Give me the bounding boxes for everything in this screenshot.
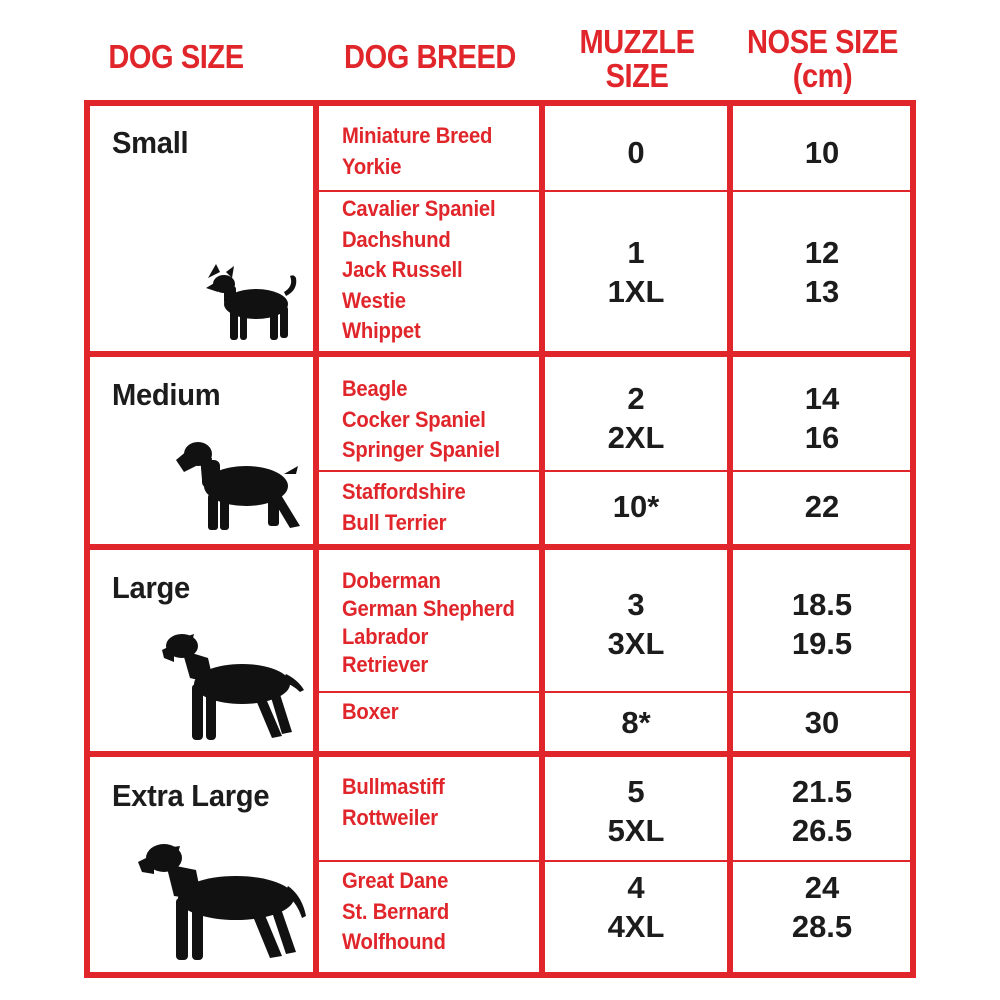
extra-large-dog-icon — [136, 836, 308, 964]
muzzle-size-value: 2 — [627, 381, 645, 416]
muzzle-size-cell — [545, 487, 727, 526]
header-dog-size: DOG SIZE — [108, 38, 244, 75]
breed-list — [342, 194, 509, 347]
muzzle-size-value: 3 — [627, 587, 645, 622]
muzzle-size-cell — [545, 133, 727, 172]
muzzle-size-value: 4 — [627, 870, 645, 905]
breed-name: St. Bernard — [342, 898, 450, 924]
header-dog-breed: DOG BREED — [344, 38, 516, 75]
nose-size-cell — [733, 868, 911, 946]
grid-border — [313, 100, 319, 978]
size-label-small: Small — [112, 125, 189, 160]
breed-name: Yorkie — [342, 153, 402, 179]
nose-size-value: 24 — [804, 870, 840, 905]
breed-list — [342, 866, 458, 958]
breed-name: Cavalier Spaniel — [342, 196, 496, 221]
nose-size-value: 16 — [804, 420, 840, 455]
nose-size-value: 19.5 — [791, 626, 853, 661]
header-muzzle-line1: MUZZLE — [579, 23, 695, 60]
breed-name: Springer Spaniel — [342, 437, 500, 462]
breed-name: Westie — [342, 287, 406, 313]
breed-name: Jack Russell — [342, 257, 463, 282]
row-divider — [319, 860, 910, 862]
breed-name: Boxer — [342, 699, 399, 724]
size-label-large: Large — [112, 570, 190, 605]
row-divider — [319, 470, 910, 472]
nose-size-cell — [733, 772, 911, 850]
muzzle-size-cell — [545, 379, 727, 457]
breed-name: Miniature Breed — [342, 123, 493, 148]
header-muzzle-line2: SIZE — [605, 57, 669, 94]
breed-name: Wolfhound — [342, 929, 446, 954]
nose-size-value: 28.5 — [791, 909, 853, 944]
breed-name: Dachshund — [342, 226, 451, 252]
breed-name: Labrador — [342, 624, 429, 649]
breed-name: Bullmastiff — [342, 774, 445, 799]
header-muzzle-size — [562, 25, 712, 93]
grid-border — [84, 751, 916, 757]
muzzle-size-value: 2XL — [607, 420, 665, 455]
nose-size-cell — [733, 233, 911, 311]
breed-name: Great Dane — [342, 868, 449, 893]
breed-name: Whippet — [342, 318, 421, 343]
breed-list — [342, 772, 453, 833]
muzzle-size-value: 0 — [627, 135, 645, 170]
muzzle-size-value: 5 — [627, 774, 645, 809]
large-dog-icon — [160, 628, 306, 744]
small-dog-icon — [200, 262, 304, 348]
breed-name: German Shepherd — [342, 596, 515, 621]
muzzle-size-cell — [545, 233, 727, 311]
nose-size-value: 18.5 — [791, 587, 853, 622]
grid-border — [84, 544, 916, 550]
nose-size-value: 10 — [804, 135, 840, 170]
muzzle-size-cell — [545, 703, 727, 742]
muzzle-size-value: 10* — [612, 489, 660, 524]
breed-name: Staffordshire — [342, 479, 466, 504]
breed-name: Doberman — [342, 568, 441, 593]
grid-border — [84, 351, 916, 357]
nose-size-value: 12 — [804, 235, 840, 270]
size-label-extra-large: Extra Large — [112, 778, 270, 813]
nose-size-value: 30 — [804, 705, 840, 740]
nose-size-value: 26.5 — [791, 813, 853, 848]
header-nose-line1: NOSE SIZE — [747, 23, 898, 60]
header-nose-line2: (cm) — [792, 57, 853, 94]
breed-name: Bull Terrier — [342, 509, 447, 535]
nose-size-cell — [733, 585, 911, 663]
nose-size-cell — [733, 487, 911, 526]
nose-size-value: 14 — [804, 381, 840, 416]
breed-name: Cocker Spaniel — [342, 406, 486, 432]
breed-list — [342, 121, 505, 182]
nose-size-value: 21.5 — [791, 774, 853, 809]
muzzle-size-value: 1XL — [607, 274, 665, 309]
medium-dog-icon — [174, 436, 304, 534]
muzzle-size-value: 1 — [627, 235, 645, 270]
breed-name: Retriever — [342, 652, 429, 677]
breed-name: Rottweiler — [342, 804, 439, 830]
muzzle-size-value: 5XL — [607, 813, 665, 848]
breed-name: Beagle — [342, 376, 408, 401]
muzzle-size-cell — [545, 772, 727, 850]
breed-list — [342, 477, 476, 538]
nose-size-cell — [733, 133, 911, 172]
muzzle-size-value: 4XL — [607, 909, 665, 944]
breed-list — [342, 567, 530, 679]
muzzle-size-value: 8* — [621, 705, 651, 740]
muzzle-size-value: 3XL — [607, 626, 665, 661]
muzzle-size-cell — [545, 868, 727, 946]
grid-border — [84, 972, 916, 978]
row-divider — [319, 691, 910, 693]
row-divider — [319, 190, 910, 192]
breed-list — [342, 374, 514, 466]
nose-size-cell — [733, 379, 911, 457]
size-label-medium: Medium — [112, 377, 221, 412]
breed-list — [342, 697, 403, 728]
nose-size-value: 22 — [804, 489, 840, 524]
grid-border — [84, 100, 90, 978]
nose-size-cell — [733, 703, 911, 742]
nose-size-value: 13 — [804, 274, 840, 309]
muzzle-size-cell — [545, 585, 727, 663]
header-nose-size — [741, 25, 904, 93]
grid-border — [84, 100, 916, 106]
